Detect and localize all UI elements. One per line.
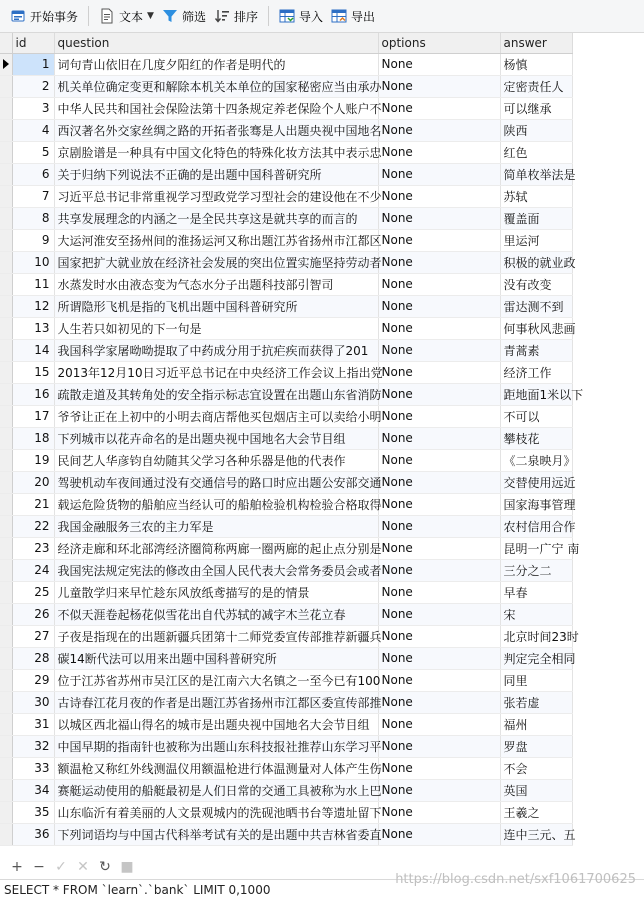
cell-id[interactable]: 9: [12, 229, 54, 251]
cell-question[interactable]: 我国金融服务三农的主力军是: [54, 515, 378, 537]
cell-question[interactable]: 习近平总书记非常重视学习型政党学习型社会的建设他在不少: [54, 185, 378, 207]
cell-id[interactable]: 36: [12, 823, 54, 845]
cell-question[interactable]: 经济走廊和环北部湾经济圈简称两廊一圈两廊的起止点分别是: [54, 537, 378, 559]
cell-answer[interactable]: 覆盖面: [500, 207, 572, 229]
begin-transaction-button[interactable]: [6, 4, 82, 28]
text-label: 文本: [119, 9, 144, 24]
row-indicator[interactable]: [0, 581, 12, 603]
table-row[interactable]: [0, 713, 572, 735]
cell-options[interactable]: None: [378, 295, 500, 317]
row-indicator[interactable]: [0, 405, 12, 427]
table-row[interactable]: [0, 405, 572, 427]
cell-options[interactable]: None: [378, 559, 500, 581]
table-row[interactable]: [0, 779, 572, 801]
cell-question[interactable]: 赛艇运动使用的船艇最初是人们日常的交通工具被称为水上巴: [54, 779, 378, 801]
table-body: [0, 53, 584, 845]
cell-id[interactable]: 11: [12, 273, 54, 295]
table-row[interactable]: [0, 229, 572, 251]
cell-answer[interactable]: 简单枚举法是: [500, 163, 572, 185]
cell-question[interactable]: 疏散走道及其转角处的安全指示标志宜设置在出题山东省消防: [54, 383, 378, 405]
cell-answer[interactable]: 定密责任人: [500, 75, 572, 97]
cell-options[interactable]: None: [378, 339, 500, 361]
caret-down-icon[interactable]: ▼: [147, 11, 154, 21]
cell-options[interactable]: None: [378, 119, 500, 141]
text-document-icon: [99, 8, 115, 24]
cell-answer[interactable]: 没有改变: [500, 273, 572, 295]
toolbar: [0, 0, 644, 33]
discard-changes-icon[interactable]: ✕: [77, 859, 89, 875]
row-indicator[interactable]: [0, 185, 12, 207]
column-header-id[interactable]: id: [12, 33, 54, 53]
cell-question[interactable]: 大运河淮安至扬州间的淮扬运河又称出题江苏省扬州市江都区: [54, 229, 378, 251]
cell-id[interactable]: 17: [12, 405, 54, 427]
table-row[interactable]: [0, 119, 572, 141]
cell-options[interactable]: None: [378, 801, 500, 823]
cell-id[interactable]: 5: [12, 141, 54, 163]
table-row[interactable]: [0, 581, 572, 603]
cell-answer[interactable]: 杨慎: [500, 53, 572, 75]
table-row[interactable]: [0, 471, 572, 493]
row-indicator[interactable]: [0, 295, 12, 317]
cell-options[interactable]: None: [378, 515, 500, 537]
row-indicator[interactable]: [0, 625, 12, 647]
cell-options[interactable]: None: [378, 449, 500, 471]
cell-question[interactable]: 西汉著名外交家丝绸之路的开拓者张骞是人出题央视中国地名: [54, 119, 378, 141]
cell-answer[interactable]: 王羲之: [500, 801, 572, 823]
cell-answer[interactable]: 积极的就业政: [500, 251, 572, 273]
cell-id[interactable]: 34: [12, 779, 54, 801]
cell-options[interactable]: None: [378, 251, 500, 273]
table-row[interactable]: [0, 823, 572, 845]
watermark: https://blog.csdn.net/sxf1061700625: [395, 872, 636, 887]
cell-id[interactable]: 29: [12, 669, 54, 691]
cell-answer[interactable]: 里运河: [500, 229, 572, 251]
table-row[interactable]: [0, 317, 572, 339]
delete-record-icon[interactable]: −: [33, 859, 45, 875]
cell-options[interactable]: None: [378, 229, 500, 251]
row-indicator[interactable]: [0, 515, 12, 537]
cell-options[interactable]: None: [378, 669, 500, 691]
cell-options[interactable]: None: [378, 317, 500, 339]
cell-id[interactable]: 33: [12, 757, 54, 779]
cell-question[interactable]: 所谓隐形飞机是指的飞机出题中国科普研究所: [54, 295, 378, 317]
cell-question[interactable]: 国家把扩大就业放在经济社会发展的突出位置实施坚持劳动者: [54, 251, 378, 273]
cell-id[interactable]: 31: [12, 713, 54, 735]
cell-answer[interactable]: 青蒿素: [500, 339, 572, 361]
table-row[interactable]: [0, 537, 572, 559]
cell-question[interactable]: 位于江苏省苏州市吴江区的是江南六大名镇之一至今已有100: [54, 669, 378, 691]
row-indicator[interactable]: [0, 537, 12, 559]
cell-answer[interactable]: 张若虚: [500, 691, 572, 713]
cell-id[interactable]: 12: [12, 295, 54, 317]
cell-id[interactable]: 10: [12, 251, 54, 273]
cell-options[interactable]: None: [378, 405, 500, 427]
cell-id[interactable]: 15: [12, 361, 54, 383]
cell-id[interactable]: 16: [12, 383, 54, 405]
row-indicator[interactable]: [0, 273, 12, 295]
table-row[interactable]: [0, 185, 572, 207]
results-table: [0, 33, 584, 846]
table-row[interactable]: [0, 295, 572, 317]
import-button[interactable]: [275, 4, 327, 28]
cell-options[interactable]: None: [378, 493, 500, 515]
cell-options[interactable]: None: [378, 383, 500, 405]
filter-label: 筛选: [181, 9, 206, 24]
table-row[interactable]: [0, 757, 572, 779]
table-row[interactable]: [0, 669, 572, 691]
cell-question[interactable]: 不似天涯卷起杨花似雪花出自代苏轼的减字木兰花立春: [54, 603, 378, 625]
cell-id[interactable]: 26: [12, 603, 54, 625]
cell-question[interactable]: 载运危险货物的船舶应当经认可的船舶检验机构检验合格取得: [54, 493, 378, 515]
cell-answer[interactable]: 不会: [500, 757, 572, 779]
cell-answer[interactable]: 交替使用远近: [500, 471, 572, 493]
table-row[interactable]: [0, 801, 572, 823]
cell-question[interactable]: 下列城市以花卉命名的是出题央视中国地名大会节目组: [54, 427, 378, 449]
row-indicator[interactable]: [0, 801, 12, 823]
row-indicator[interactable]: [0, 669, 12, 691]
cell-answer[interactable]: 同里: [500, 669, 572, 691]
sort-label: 排序: [233, 9, 258, 24]
cell-question[interactable]: 水蒸发时水由液态变为气态水分子出题科技部引智司: [54, 273, 378, 295]
cell-options[interactable]: None: [378, 207, 500, 229]
cell-options[interactable]: None: [378, 361, 500, 383]
cell-question[interactable]: 爷爷让正在上初中的小明去商店帮他买包烟店主可以卖给小明: [54, 405, 378, 427]
export-table-icon: [331, 8, 347, 24]
cell-question[interactable]: 山东临沂有着美丽的人文景观城内的洗砚池晒书台等遗址留下: [54, 801, 378, 823]
cell-answer[interactable]: 距地面1米以下: [500, 383, 572, 405]
cell-id[interactable]: 20: [12, 471, 54, 493]
cell-answer[interactable]: 陕西: [500, 119, 572, 141]
cell-question[interactable]: 驾驶机动车夜间通过没有交通信号的路口时应出题公安部交通: [54, 471, 378, 493]
current-row-pointer-icon: [3, 59, 9, 69]
cell-id[interactable]: 24: [12, 559, 54, 581]
column-header-options[interactable]: options: [378, 33, 500, 53]
add-record-icon[interactable]: +: [11, 859, 23, 875]
row-indicator[interactable]: [0, 163, 12, 185]
cell-options[interactable]: None: [378, 713, 500, 735]
table-row[interactable]: [0, 339, 572, 361]
cell-question[interactable]: 共享发展理念的内涵之一是全民共享这是就共享的而言的: [54, 207, 378, 229]
row-indicator[interactable]: [0, 757, 12, 779]
cell-question[interactable]: 民间艺人华彦钧自幼随其父学习各种乐器是他的代表作: [54, 449, 378, 471]
row-indicator[interactable]: [0, 823, 12, 845]
table-row[interactable]: [0, 647, 572, 669]
cell-id[interactable]: 7: [12, 185, 54, 207]
cell-question[interactable]: 京剧脸谱是一种具有中国文化特色的特殊化妆方法其中表示忠: [54, 141, 378, 163]
cell-id[interactable]: 19: [12, 449, 54, 471]
cell-question[interactable]: 关于归纳下列说法不正确的是出题中国科普研究所: [54, 163, 378, 185]
cell-id[interactable]: 22: [12, 515, 54, 537]
cell-options[interactable]: None: [378, 735, 500, 757]
cell-answer[interactable]: 苏轼: [500, 185, 572, 207]
row-indicator[interactable]: [0, 779, 12, 801]
table-row[interactable]: [0, 559, 572, 581]
export-button[interactable]: [327, 4, 379, 28]
row-indicator[interactable]: [0, 383, 12, 405]
toolbar-separator: [268, 6, 269, 26]
table-row[interactable]: [0, 141, 572, 163]
table-row[interactable]: [0, 361, 572, 383]
cell-id[interactable]: 14: [12, 339, 54, 361]
row-indicator[interactable]: [0, 361, 12, 383]
cell-id[interactable]: 2: [12, 75, 54, 97]
cell-answer[interactable]: 农村信用合作: [500, 515, 572, 537]
cell-id[interactable]: 21: [12, 493, 54, 515]
refresh-icon[interactable]: ↻: [99, 859, 111, 875]
cell-answer[interactable]: 昆明一广宁 南: [500, 537, 572, 559]
import-table-icon: [279, 8, 295, 24]
cell-id[interactable]: 32: [12, 735, 54, 757]
cell-question[interactable]: 中华人民共和国社会保险法第十四条规定养老保险个人账户不: [54, 97, 378, 119]
cell-answer[interactable]: 宋: [500, 603, 572, 625]
table-row[interactable]: [0, 53, 572, 75]
table-row[interactable]: [0, 163, 572, 185]
cell-options[interactable]: None: [378, 185, 500, 207]
cell-id[interactable]: 27: [12, 625, 54, 647]
sort-button[interactable]: [210, 4, 262, 28]
table-row[interactable]: [0, 273, 572, 295]
cell-answer[interactable]: 攀枝花: [500, 427, 572, 449]
cell-answer[interactable]: 三分之二: [500, 559, 572, 581]
toolbar-separator: [88, 6, 89, 26]
cell-id[interactable]: 35: [12, 801, 54, 823]
cell-answer[interactable]: 《二泉映月》: [500, 449, 572, 471]
cell-answer[interactable]: 罗盘: [500, 735, 572, 757]
cell-question[interactable]: 我国宪法规定宪法的修改由全国人民代表大会常务委员会或者: [54, 559, 378, 581]
begin-transaction-label: 开始事务: [30, 9, 79, 24]
data-grid[interactable]: [0, 33, 644, 846]
cell-options[interactable]: None: [378, 97, 500, 119]
cell-options[interactable]: None: [378, 779, 500, 801]
row-indicator[interactable]: [0, 427, 12, 449]
import-label: 导入: [298, 9, 323, 24]
cell-question[interactable]: 词句青山依旧在几度夕阳红的作者是明代的: [54, 53, 378, 75]
cell-id[interactable]: 25: [12, 581, 54, 603]
cell-id[interactable]: 8: [12, 207, 54, 229]
column-header-question[interactable]: question: [54, 33, 378, 53]
row-indicator[interactable]: [0, 97, 12, 119]
cell-options[interactable]: None: [378, 581, 500, 603]
row-indicator[interactable]: [0, 251, 12, 273]
cell-answer[interactable]: 红色: [500, 141, 572, 163]
cell-question[interactable]: 以城区西北福山得名的城市是出题央视中国地名大会节目组: [54, 713, 378, 735]
table-row[interactable]: [0, 251, 572, 273]
cell-options[interactable]: None: [378, 427, 500, 449]
export-label: 导出: [351, 9, 376, 24]
cell-answer[interactable]: 福州: [500, 713, 572, 735]
row-indicator[interactable]: [0, 75, 12, 97]
cell-answer[interactable]: 不可以: [500, 405, 572, 427]
row-indicator[interactable]: [0, 603, 12, 625]
cell-options[interactable]: None: [378, 163, 500, 185]
row-indicator[interactable]: [0, 53, 12, 75]
row-indicator[interactable]: [0, 735, 12, 757]
cell-options[interactable]: None: [378, 603, 500, 625]
row-indicator[interactable]: [0, 449, 12, 471]
cell-question[interactable]: 古诗春江花月夜的作者是出题江苏省扬州市江都区委宣传部推: [54, 691, 378, 713]
cell-id[interactable]: 4: [12, 119, 54, 141]
row-indicator[interactable]: [0, 559, 12, 581]
cell-options[interactable]: None: [378, 75, 500, 97]
cell-question[interactable]: 碳14断代法可以用来出题中国科普研究所: [54, 647, 378, 669]
cell-answer[interactable]: 连中三元、五: [500, 823, 572, 845]
cell-question[interactable]: 人生若只如初见的下一句是: [54, 317, 378, 339]
cell-answer[interactable]: 国家海事管理: [500, 493, 572, 515]
cell-question[interactable]: 2013年12月10日习近平总书记在中央经济工作会议上指出党: [54, 361, 378, 383]
row-indicator[interactable]: [0, 691, 12, 713]
row-indicator[interactable]: [0, 339, 12, 361]
row-indicator[interactable]: [0, 471, 12, 493]
cell-answer[interactable]: 雷达测不到: [500, 295, 572, 317]
cell-id[interactable]: 6: [12, 163, 54, 185]
row-indicator[interactable]: [0, 317, 12, 339]
table-row[interactable]: [0, 735, 572, 757]
cell-question[interactable]: 额温枪又称红外线测温仪用额温枪进行体温测量对人体产生伤: [54, 757, 378, 779]
cell-options[interactable]: None: [378, 823, 500, 845]
cell-question[interactable]: 儿童散学归来早忙趁东风放纸鸢描写的是的情景: [54, 581, 378, 603]
funnel-icon: [162, 8, 178, 24]
cell-options[interactable]: None: [378, 471, 500, 493]
row-indicator[interactable]: [0, 229, 12, 251]
table-row[interactable]: [0, 515, 572, 537]
cell-options[interactable]: None: [378, 691, 500, 713]
row-indicator[interactable]: [0, 119, 12, 141]
cell-answer[interactable]: 何事秋风悲画: [500, 317, 572, 339]
cell-question[interactable]: 下列词语均与中国古代科举考试有关的是出题中共吉林省委直: [54, 823, 378, 845]
table-row[interactable]: [0, 449, 572, 471]
cell-options[interactable]: None: [378, 647, 500, 669]
cell-answer[interactable]: 英国: [500, 779, 572, 801]
cell-id[interactable]: 3: [12, 97, 54, 119]
table-row[interactable]: [0, 207, 572, 229]
text-button[interactable]: [95, 4, 158, 28]
table-row[interactable]: [0, 97, 572, 119]
cell-question[interactable]: 子夜是指现在的出题新疆兵团第十二师党委宣传部推荐新疆兵: [54, 625, 378, 647]
cell-id[interactable]: 13: [12, 317, 54, 339]
cell-id[interactable]: 23: [12, 537, 54, 559]
row-indicator[interactable]: [0, 493, 12, 515]
table-row[interactable]: [0, 603, 572, 625]
table-row[interactable]: [0, 625, 572, 647]
cell-answer[interactable]: 早春: [500, 581, 572, 603]
cell-options[interactable]: None: [378, 537, 500, 559]
column-header-answer[interactable]: answer: [500, 33, 572, 53]
cell-answer[interactable]: 经济工作: [500, 361, 572, 383]
cell-id[interactable]: 1: [12, 53, 54, 75]
table-row[interactable]: [0, 427, 572, 449]
row-indicator[interactable]: [0, 713, 12, 735]
row-indicator[interactable]: [0, 647, 12, 669]
row-indicator-header: [0, 33, 12, 53]
cell-answer[interactable]: 判定完全相同: [500, 647, 572, 669]
cell-options[interactable]: None: [378, 53, 500, 75]
cell-id[interactable]: 18: [12, 427, 54, 449]
cell-question[interactable]: 机关单位确定变更和解除本机关本单位的国家秘密应当由承办: [54, 75, 378, 97]
cell-question[interactable]: 中国早期的指南针也被称为出题山东科技报社推荐山东学习平: [54, 735, 378, 757]
row-indicator[interactable]: [0, 207, 12, 229]
cell-options[interactable]: None: [378, 757, 500, 779]
row-indicator[interactable]: [0, 141, 12, 163]
apply-changes-icon[interactable]: ✓: [55, 859, 67, 875]
stop-icon[interactable]: ■: [120, 859, 134, 875]
table-row[interactable]: [0, 75, 572, 97]
cell-options[interactable]: None: [378, 273, 500, 295]
cell-question[interactable]: 我国科学家屠呦呦提取了中药成分用于抗疟疾而获得了201: [54, 339, 378, 361]
filter-button[interactable]: [158, 4, 210, 28]
header-row: [0, 33, 572, 53]
cell-options[interactable]: None: [378, 625, 500, 647]
table-row[interactable]: [0, 691, 572, 713]
table-row[interactable]: [0, 383, 572, 405]
cell-answer[interactable]: 可以继承: [500, 97, 572, 119]
table-row[interactable]: [0, 493, 572, 515]
sort-icon: [214, 8, 230, 24]
cell-id[interactable]: 28: [12, 647, 54, 669]
sql-query-text: SELECT * FROM `learn`.`bank` LIMIT 0,1000: [4, 883, 271, 897]
transaction-icon: [10, 8, 26, 24]
cell-id[interactable]: 30: [12, 691, 54, 713]
cell-answer[interactable]: 北京时间23时: [500, 625, 572, 647]
cell-options[interactable]: None: [378, 141, 500, 163]
